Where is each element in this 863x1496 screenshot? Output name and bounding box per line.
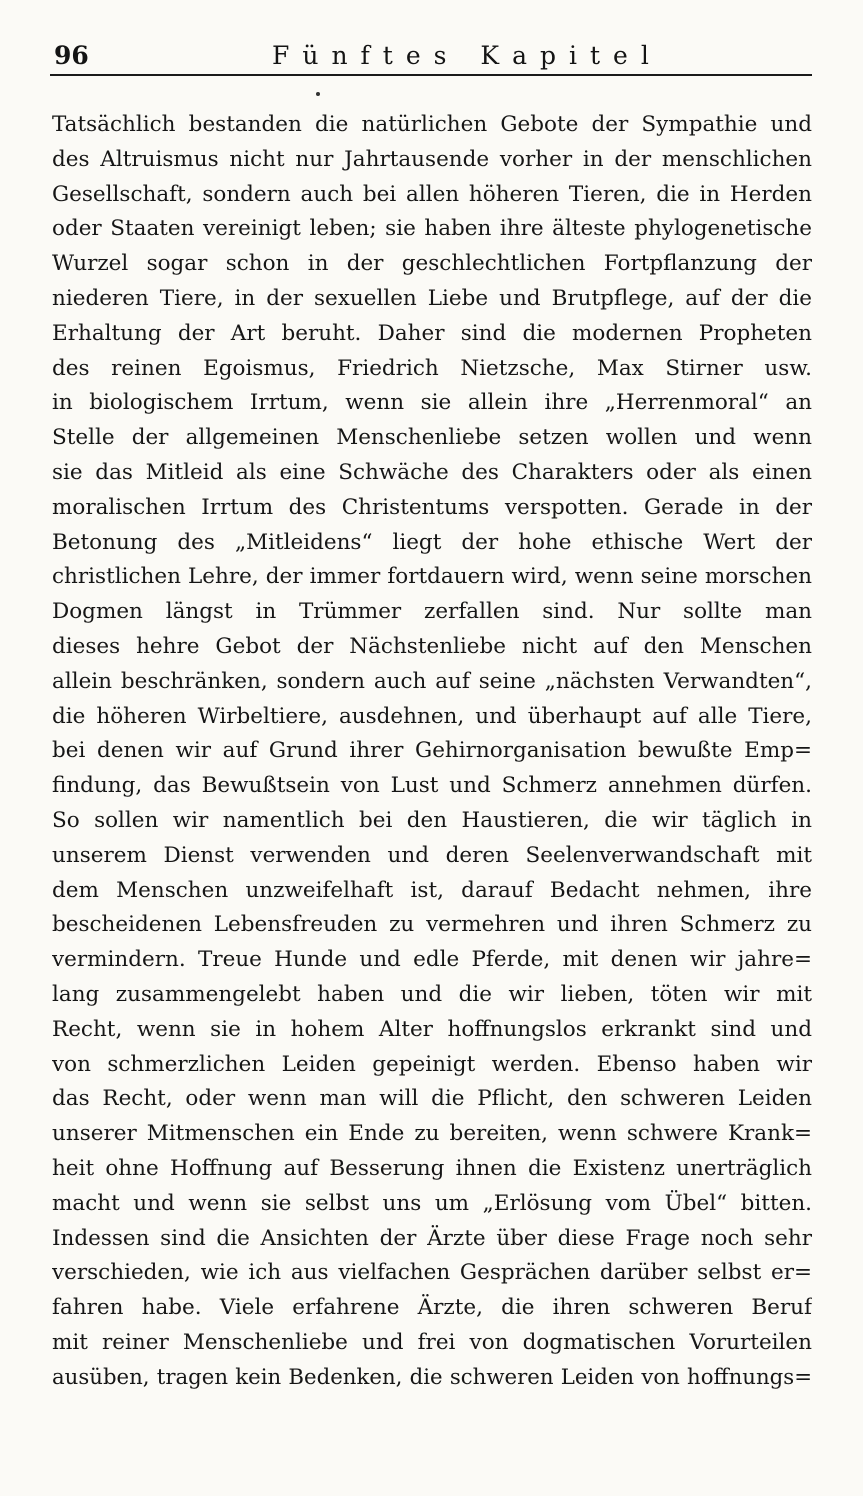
text-line: Erhaltung der Art beruht. Daher sind die modernen Propheten xyxy=(52,320,812,346)
text-line: oder Staaten vereinigt leben; sie haben ihre älteste phylogenetische xyxy=(52,216,812,242)
text-line: So sollen wir namentlich bei den Haustieren, die wir täglich in xyxy=(52,807,812,833)
text-line: bei denen wir auf Grund ihrer Gehirnorganisation bewußte Emp= xyxy=(52,738,812,764)
text-line: findung, das Bewußtsein von Lust und Schmerz annehmen dürfen. xyxy=(52,773,812,799)
text-line: dem Menschen unzweifelhaft ist, darauf Bedacht nehmen, ihre xyxy=(52,877,812,903)
text-line: moralischen Irrtum des Christentums verspotten. Gerade in der xyxy=(52,494,812,520)
text-line: Stelle der allgemeinen Menschenliebe setzen wollen und wenn xyxy=(52,425,812,451)
text-line: heit ohne Hoffnung auf Besserung ihnen die Existenz unerträglich xyxy=(52,1155,812,1181)
text-line: christlichen Lehre, der immer fortdauern wird, wenn seine morschen xyxy=(52,564,812,590)
text-line: verschieden, wie ich aus vielfachen Gesprächen darüber selbst er= xyxy=(52,1260,812,1286)
text-line: des Altruismus nicht nur Jahrtausende vorher in der menschlichen xyxy=(52,146,812,172)
text-line: macht und wenn sie selbst uns um „Erlösung vom Übel“ bitten. xyxy=(52,1190,812,1216)
text-line: allein beschränken, sondern auch auf seine „nächsten Verwandten“, xyxy=(52,668,812,694)
text-line: lang zusammengelebt haben und die wir lieben, töten wir mit xyxy=(52,981,812,1007)
text-line: Betonung des „Mitleidens“ liegt der hohe ethische Wert der xyxy=(52,529,812,555)
text-line: ausüben, tragen kein Bedenken, die schweren Leiden von hoffnungs= xyxy=(52,1364,812,1390)
text-line: Gesellschaft, sondern auch bei allen höheren Tieren, die in Herden xyxy=(52,181,812,207)
text-line: sie das Mitleid als eine Schwäche des Charakters oder als einen xyxy=(52,459,812,485)
text-line: Wurzel sogar schon in der geschlechtlichen Fortpflanzung der xyxy=(52,251,812,277)
page-number: 96 xyxy=(54,41,89,70)
running-head xyxy=(50,38,812,76)
text-line: des reinen Egoismus, Friedrich Nietzsche, Max Stirner usw. xyxy=(52,355,812,381)
text-line: Indessen sind die Ansichten der Ärzte über diese Frage noch sehr xyxy=(52,1225,812,1251)
text-line: niederen Tiere, in der sexuellen Liebe und Brutpflege, auf der die xyxy=(52,285,812,311)
text-line: in biologischem Irrtum, wenn sie allein ihre „Herrenmoral“ an xyxy=(52,390,812,416)
body-text xyxy=(52,108,812,1395)
text-line: mit reiner Menschenliebe und frei von dogmatischen Vorurteilen xyxy=(52,1329,812,1355)
chapter-title: Fünftes Kapitel xyxy=(272,41,662,70)
text-line: das Recht, oder wenn man will die Pflicht, den schweren Leiden xyxy=(52,1086,812,1112)
text-line: dieses hehre Gebot der Nächstenliebe nicht auf den Menschen xyxy=(52,633,812,659)
text-line: Tatsächlich bestanden die natürlichen Gebote der Sympathie und xyxy=(52,112,812,137)
text-line: unserem Dienst verwenden und deren Seelenverwandschaft mit xyxy=(52,842,812,868)
text-line: Recht, wenn sie in hohem Alter hoffnungslos erkrankt sind und xyxy=(52,1016,812,1042)
text-line: unserer Mitmenschen ein Ende zu bereiten, wenn schwere Krank= xyxy=(52,1121,812,1147)
text-line: bescheidenen Lebensfreuden zu vermehren und ihren Schmerz zu xyxy=(52,912,812,938)
text-line: vermindern. Treue Hunde und edle Pferde, mit denen wir jahre= xyxy=(52,947,812,973)
text-line: von schmerzlichen Leiden gepeinigt werden. Ebenso haben wir xyxy=(52,1051,812,1077)
text-line: die höheren Wirbeltiere, ausdehnen, und überhaupt auf alle Tiere, xyxy=(52,703,812,729)
text-line: fahren habe. Viele erfahrene Ärzte, die ihren schweren Beruf xyxy=(52,1295,812,1321)
text-line: Dogmen längst in Trümmer zerfallen sind. Nur sollte man xyxy=(52,599,812,625)
ink-speck xyxy=(316,92,320,96)
